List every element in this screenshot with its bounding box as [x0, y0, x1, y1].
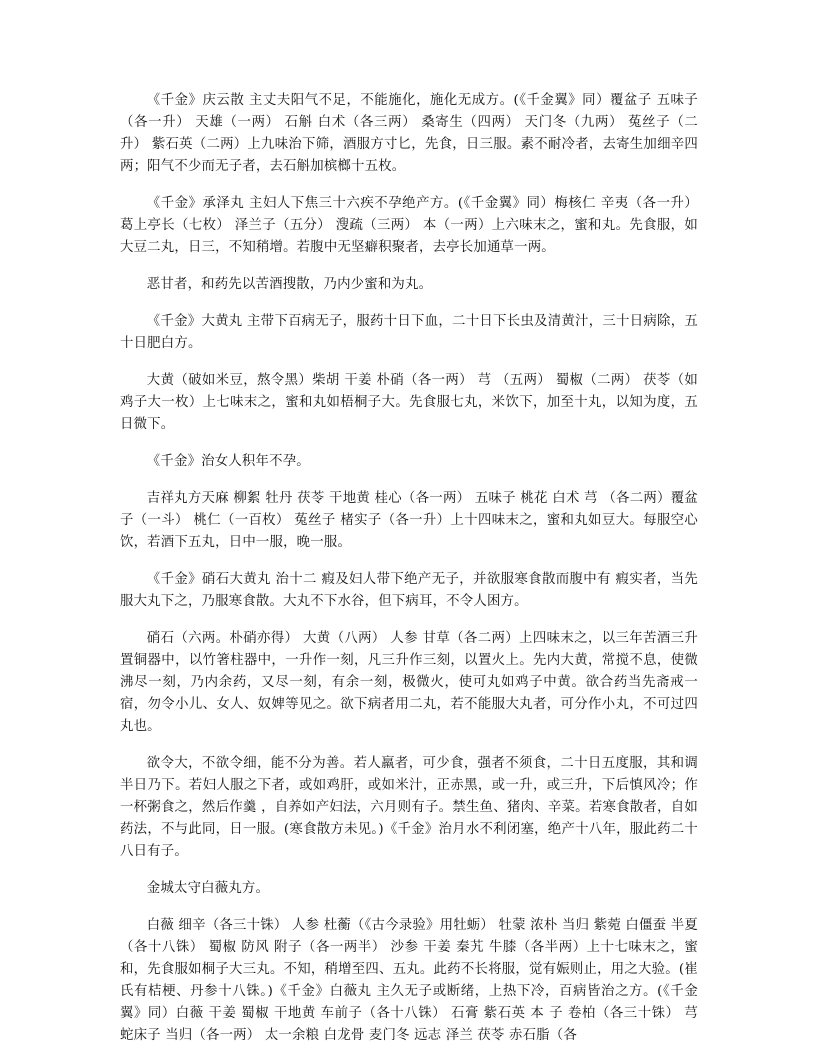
- paragraph-baiwei-heading: 金城太守白薇丸方。: [146, 881, 270, 896]
- paragraph-jixiang-pill: 吉祥丸方天麻 柳絮 牡丹 茯苓 干地黄 桂心（各一两） 五味子 桃花 白术 芎 （各二两）覆盆子（一斗） 桃仁（一百枚） 菟丝子 楮实子（各一升）上十四味末之，蜜和丸如豆大。每服空心饮，若酒下五丸，日中一服，晚一服。: [120, 491, 698, 550]
- paragraph-baiwei-recipe: 白薇 细辛（各三十铢） 人参 杜蘅（《古今录验》用牡蛎） 牡蒙 浓朴 当归 紫菀 白僵蚕 半夏（各十八铢） 蜀椒 防风 附子（各一两半） 沙参 干姜 秦艽 牛膝（各半两）上十七味末之，蜜和，先食服如桐子大三丸。不知，稍增至四、五丸。此药不长将服，觉有娠则止，用之大验。(崔氏有桔梗、丹参十八铢。)《千金》白薇丸 主久无子或断绪，上热下冷，百病皆治之方。(《千金翼》同）白薇 干姜 蜀椒 干地黄 车前子（各十八铢） 石膏 紫石英 本 子 卷柏（各三十铢） 芎 蛇床子 当归（各一两） 太一余粮 白龙骨 麦门冬 远志 泽兰 茯苓 赤石脂（各: [120, 918, 698, 1043]
- paragraph-qingyun-powder: 《千金》庆云散 主丈夫阳气不足，不能施化，施化无成方。(《千金翼》同）覆盆子 五味子（各一升） 天雄（一两） 石斛 白术（各三两） 桑寄生（四两） 天门冬（九两） 菟丝子（二升） 紫石英（二两）上九味治下筛，酒服方寸匕，先食，日三服。素不耐冷者，去寄生加细辛四两；阳气不少而无子者，去石斛加槟榔十五枚。: [120, 93, 698, 174]
- paragraph-bitter-taste-note: 恶甘者，和药先以苦酒搜散，乃内少蜜和为丸。: [146, 277, 433, 292]
- paragraph-dahuang-pill: 《千金》大黄丸 主带下百病无子，服药十日下血，二十日下长虫及清黄汁，三十日病除，五十日肥白方。: [120, 314, 698, 351]
- paragraph-dahuang-pill-recipe: 大黄（破如米豆，熬令黑）柴胡 干姜 朴硝（各一两） 芎 （五两） 蜀椒（二两） 茯苓（如鸡子大一枚）上七味末之，蜜和丸如梧桐子大。先食服七丸，米饮下，加至十丸，以知为度，五日微下。: [120, 373, 698, 432]
- paragraph-xiaoshi-dahuang-pill: 《千金》硝石大黄丸 治十二 瘕及妇人带下绝产无子，并欲服寒食散而腹中有 瘕实者，当先服大丸下之，乃服寒食散。大丸不下水谷，但下病耳，不令人困方。: [120, 572, 698, 609]
- paragraph-infertility-heading: 《千金》治女人积年不孕。: [146, 454, 310, 469]
- paragraph-chengze-pill: 《千金》承泽丸 主妇人下焦三十六疾不孕绝产方。(《千金翼》同）梅核仁 辛夷（各一升） 葛上亭长（七枚） 泽兰子（五分） 溲疏（三两） 本（一两）上六味末之，蜜和丸。先食服，如大豆二丸，日三，不知稍增。若腹中无坚癖积聚者，去亭长加通草一两。: [120, 196, 698, 255]
- paragraph-dosage-instructions: 欲令大，不欲令细，能不分为善。若人羸者，可少食，强者不须食，二十日五度服，其和调半日乃下。若妇人服之下者，或如鸡肝，或如米汁，正赤黑，或一升，或三升，下后慎风冷；作一杯粥食之，然后作羹 ，自养如产妇法，六月则有子。禁生鱼、猪肉、辛菜。若寒食散者，自如药法，不与此同，日一服。(寒食散方未见。)《千金》治月水不利闭塞，绝产十八年，服此药二十八日有子。: [120, 756, 698, 859]
- document-page: [120, 90, 698, 1062]
- paragraph-xiaoshi-recipe: 硝石（六两。朴硝亦得） 大黄（八两） 人参 甘草（各二两）上四味末之，以三年苦酒三升置铜器中，以竹箸柱器中，一升作一刻，凡三升作三刻，以置火上。先内大黄，常搅不息，使微沸尽一刻，乃内余药，又尽一刻，有余一刻，极微火，使可丸如鸡子中黄。欲合药当先斋戒一宿，勿令小儿、女人、奴婢等见之。欲下病者用二丸，若不能服大丸者，可分作小丸，不可过四丸也。: [120, 631, 698, 734]
